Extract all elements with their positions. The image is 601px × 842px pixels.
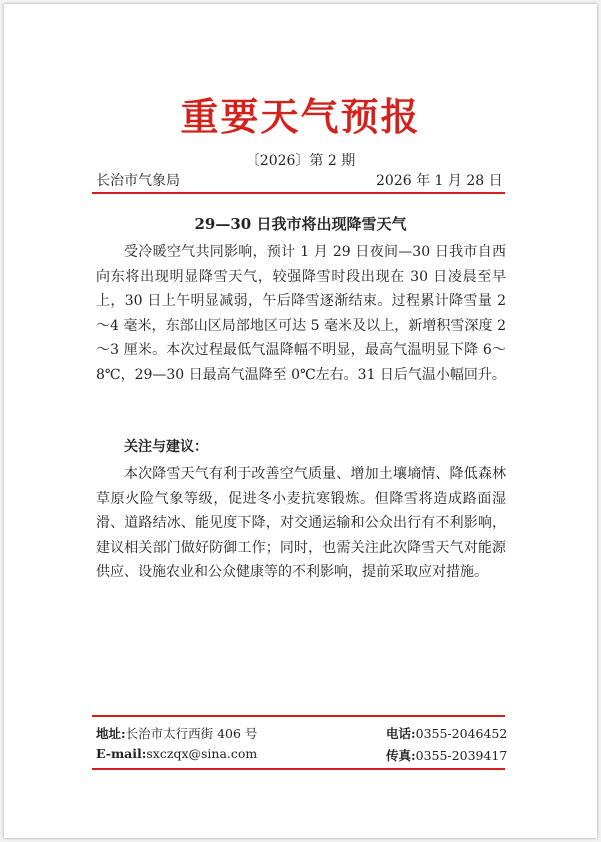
footer-divider [92, 715, 505, 717]
issue-date: 2026 年 1 月 28 日 [376, 173, 503, 189]
address-value: 长治市太行西街 406 号 [125, 726, 258, 741]
footer-bottom-divider [92, 768, 505, 770]
address-label: 地址: [96, 726, 126, 741]
footer-phone [386, 724, 507, 742]
phone-label: 电话: [386, 726, 416, 741]
document-page [4, 4, 597, 838]
fax-label: 传真: [386, 748, 416, 763]
footer-email [96, 746, 257, 761]
issue-number: 〔2026〕第 2 期 [245, 153, 356, 169]
footer-address [96, 724, 257, 742]
article-headline: 29—30 日我市将出现降雪天气 [194, 215, 407, 233]
document-title: 重要天气预报 [180, 94, 421, 139]
fax-value: 0355-2039417 [415, 748, 508, 763]
header-divider [92, 192, 505, 194]
advice-subheading: 关注与建议： [124, 439, 208, 455]
advice-paragraph: 本次降雪天气有利于改善空气质量、增加土壤墒情、降低森林草原火险气象等级，促进冬小麦抗寒锻炼。但降雪将造成路面湿滑、道路结冰、能见度下降，对交通运输和公众出行有不利影响，建议相关部门做好防御工作；同时，也需关注此次降雪天气对能源供应、设施农业和公众健康等的不利影响，提前采取应对措施。 [96, 466, 506, 580]
phone-value: 0355-2046452 [415, 726, 508, 741]
footer-fax [386, 746, 507, 764]
issuing-organization: 长治市气象局 [96, 173, 180, 189]
email-label: E-mail: [96, 746, 147, 761]
forecast-paragraph: 受冷暖空气共同影响，预计 1 月 29 日夜间—30 日我市自西向东将出现明显降雪天气，较强降雪时段出现在 30 日凌晨至早上，30 日上午明显减弱，午后降雪逐渐结束。过程累计降雪量 2～4 毫米，东部山区局部地区可达 5 毫米及以上，新增积雪深度 2～3 厘米。本次过程最低气温降幅不明显，最高气温明显下降 6～8℃，29—30 日最高气温降至 0℃左右。31 日后气温小幅回升。 [96, 244, 506, 383]
email-value: sxczqx@sina.com [146, 746, 258, 761]
